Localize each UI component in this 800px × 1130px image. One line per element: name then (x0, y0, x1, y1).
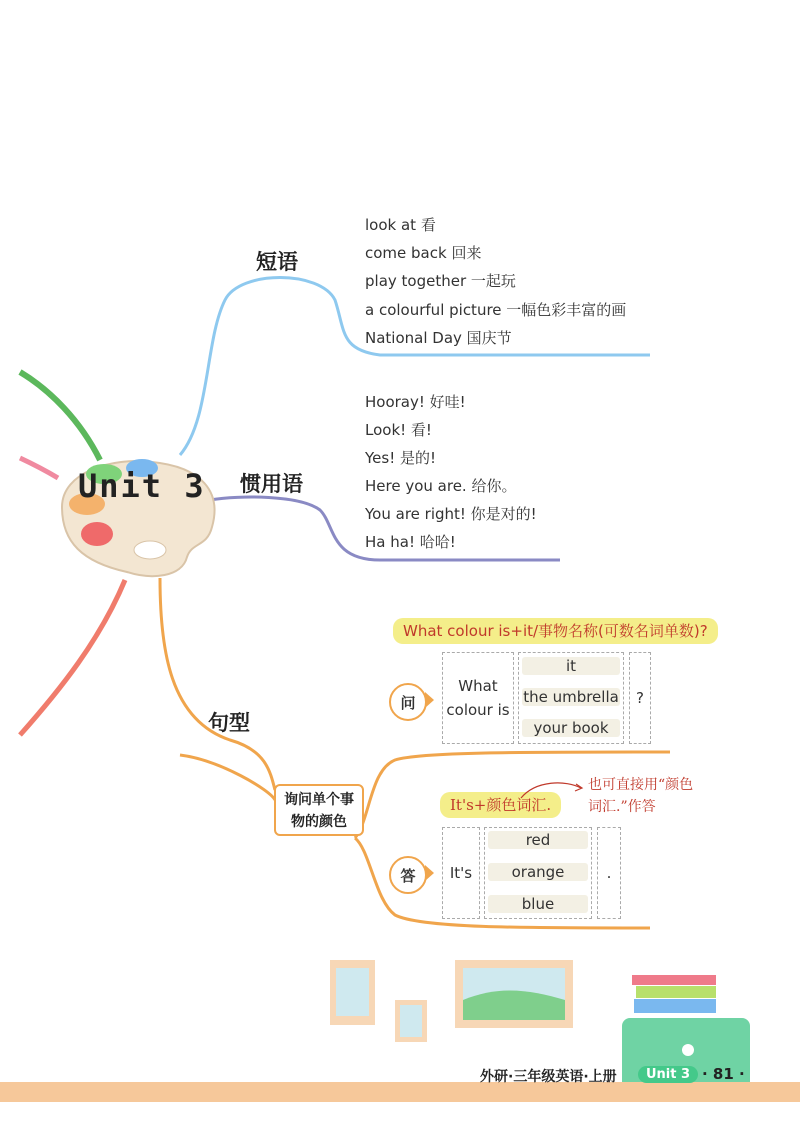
expressions-heading: 惯用语 (240, 472, 303, 496)
footer-bar (0, 1082, 800, 1102)
expression-item: You are right! 你是对的! (365, 505, 537, 523)
phrases-heading: 短语 (256, 250, 298, 274)
answer-formula: It's+颜色词汇. (440, 792, 561, 818)
question-lead-line1: What (458, 677, 498, 695)
answer-note-line1: 也可直接用“颜色 (588, 777, 694, 793)
question-option: your book (522, 719, 620, 737)
phrase-item: look at 看 (365, 216, 436, 234)
question-option: it (522, 657, 620, 675)
question-label: 问 (389, 683, 427, 721)
answer-note-line2: 词汇.”作答 (588, 799, 656, 815)
answer-label: 答 (389, 856, 427, 894)
question-formula: What colour is+it/事物名称(可数名词单数)? (393, 618, 718, 644)
answer-arrow-icon (425, 865, 434, 881)
answer-lead-box: It's (442, 827, 480, 919)
note-arrow-icon (516, 778, 586, 802)
question-lead-line2: colour is (446, 701, 510, 719)
expression-item: Yes! 是的! (365, 449, 437, 467)
question-end-box: ? (629, 652, 651, 744)
answer-end-box: . (597, 827, 621, 919)
phrase-item: a colourful picture 一幅色彩丰富的画 (365, 301, 627, 319)
footer-book: 外研·三年级英语·上册 (480, 1069, 617, 1085)
topic-line2: 物的颜色 (291, 814, 347, 830)
answer-option: blue (488, 895, 588, 913)
answer-note (588, 774, 693, 818)
expression-item: Ha ha! 哈哈! (365, 533, 456, 551)
expression-item: Look! 看! (365, 421, 432, 439)
expression-item: Hooray! 好哇! (365, 393, 466, 411)
expression-item: Here you are. 给你。 (365, 477, 517, 495)
sentences-heading: 句型 (208, 711, 250, 735)
topic-box (274, 784, 364, 836)
question-lead-box (442, 652, 514, 744)
topic-line1: 询问单个事 (284, 792, 354, 808)
phrase-item: play together 一起玩 (365, 272, 516, 290)
question-option: the umbrella (523, 688, 619, 706)
center-title: Unit 3 (78, 467, 206, 505)
footer-unit-badge: Unit 3 (638, 1066, 698, 1083)
question-arrow-icon (425, 692, 434, 708)
answer-option: red (488, 831, 588, 849)
phrase-item: National Day 国庆节 (365, 329, 512, 347)
answer-option: orange (488, 863, 588, 881)
footer-page-number: · 81 · (702, 1065, 745, 1083)
phrase-item: come back 回来 (365, 244, 482, 262)
